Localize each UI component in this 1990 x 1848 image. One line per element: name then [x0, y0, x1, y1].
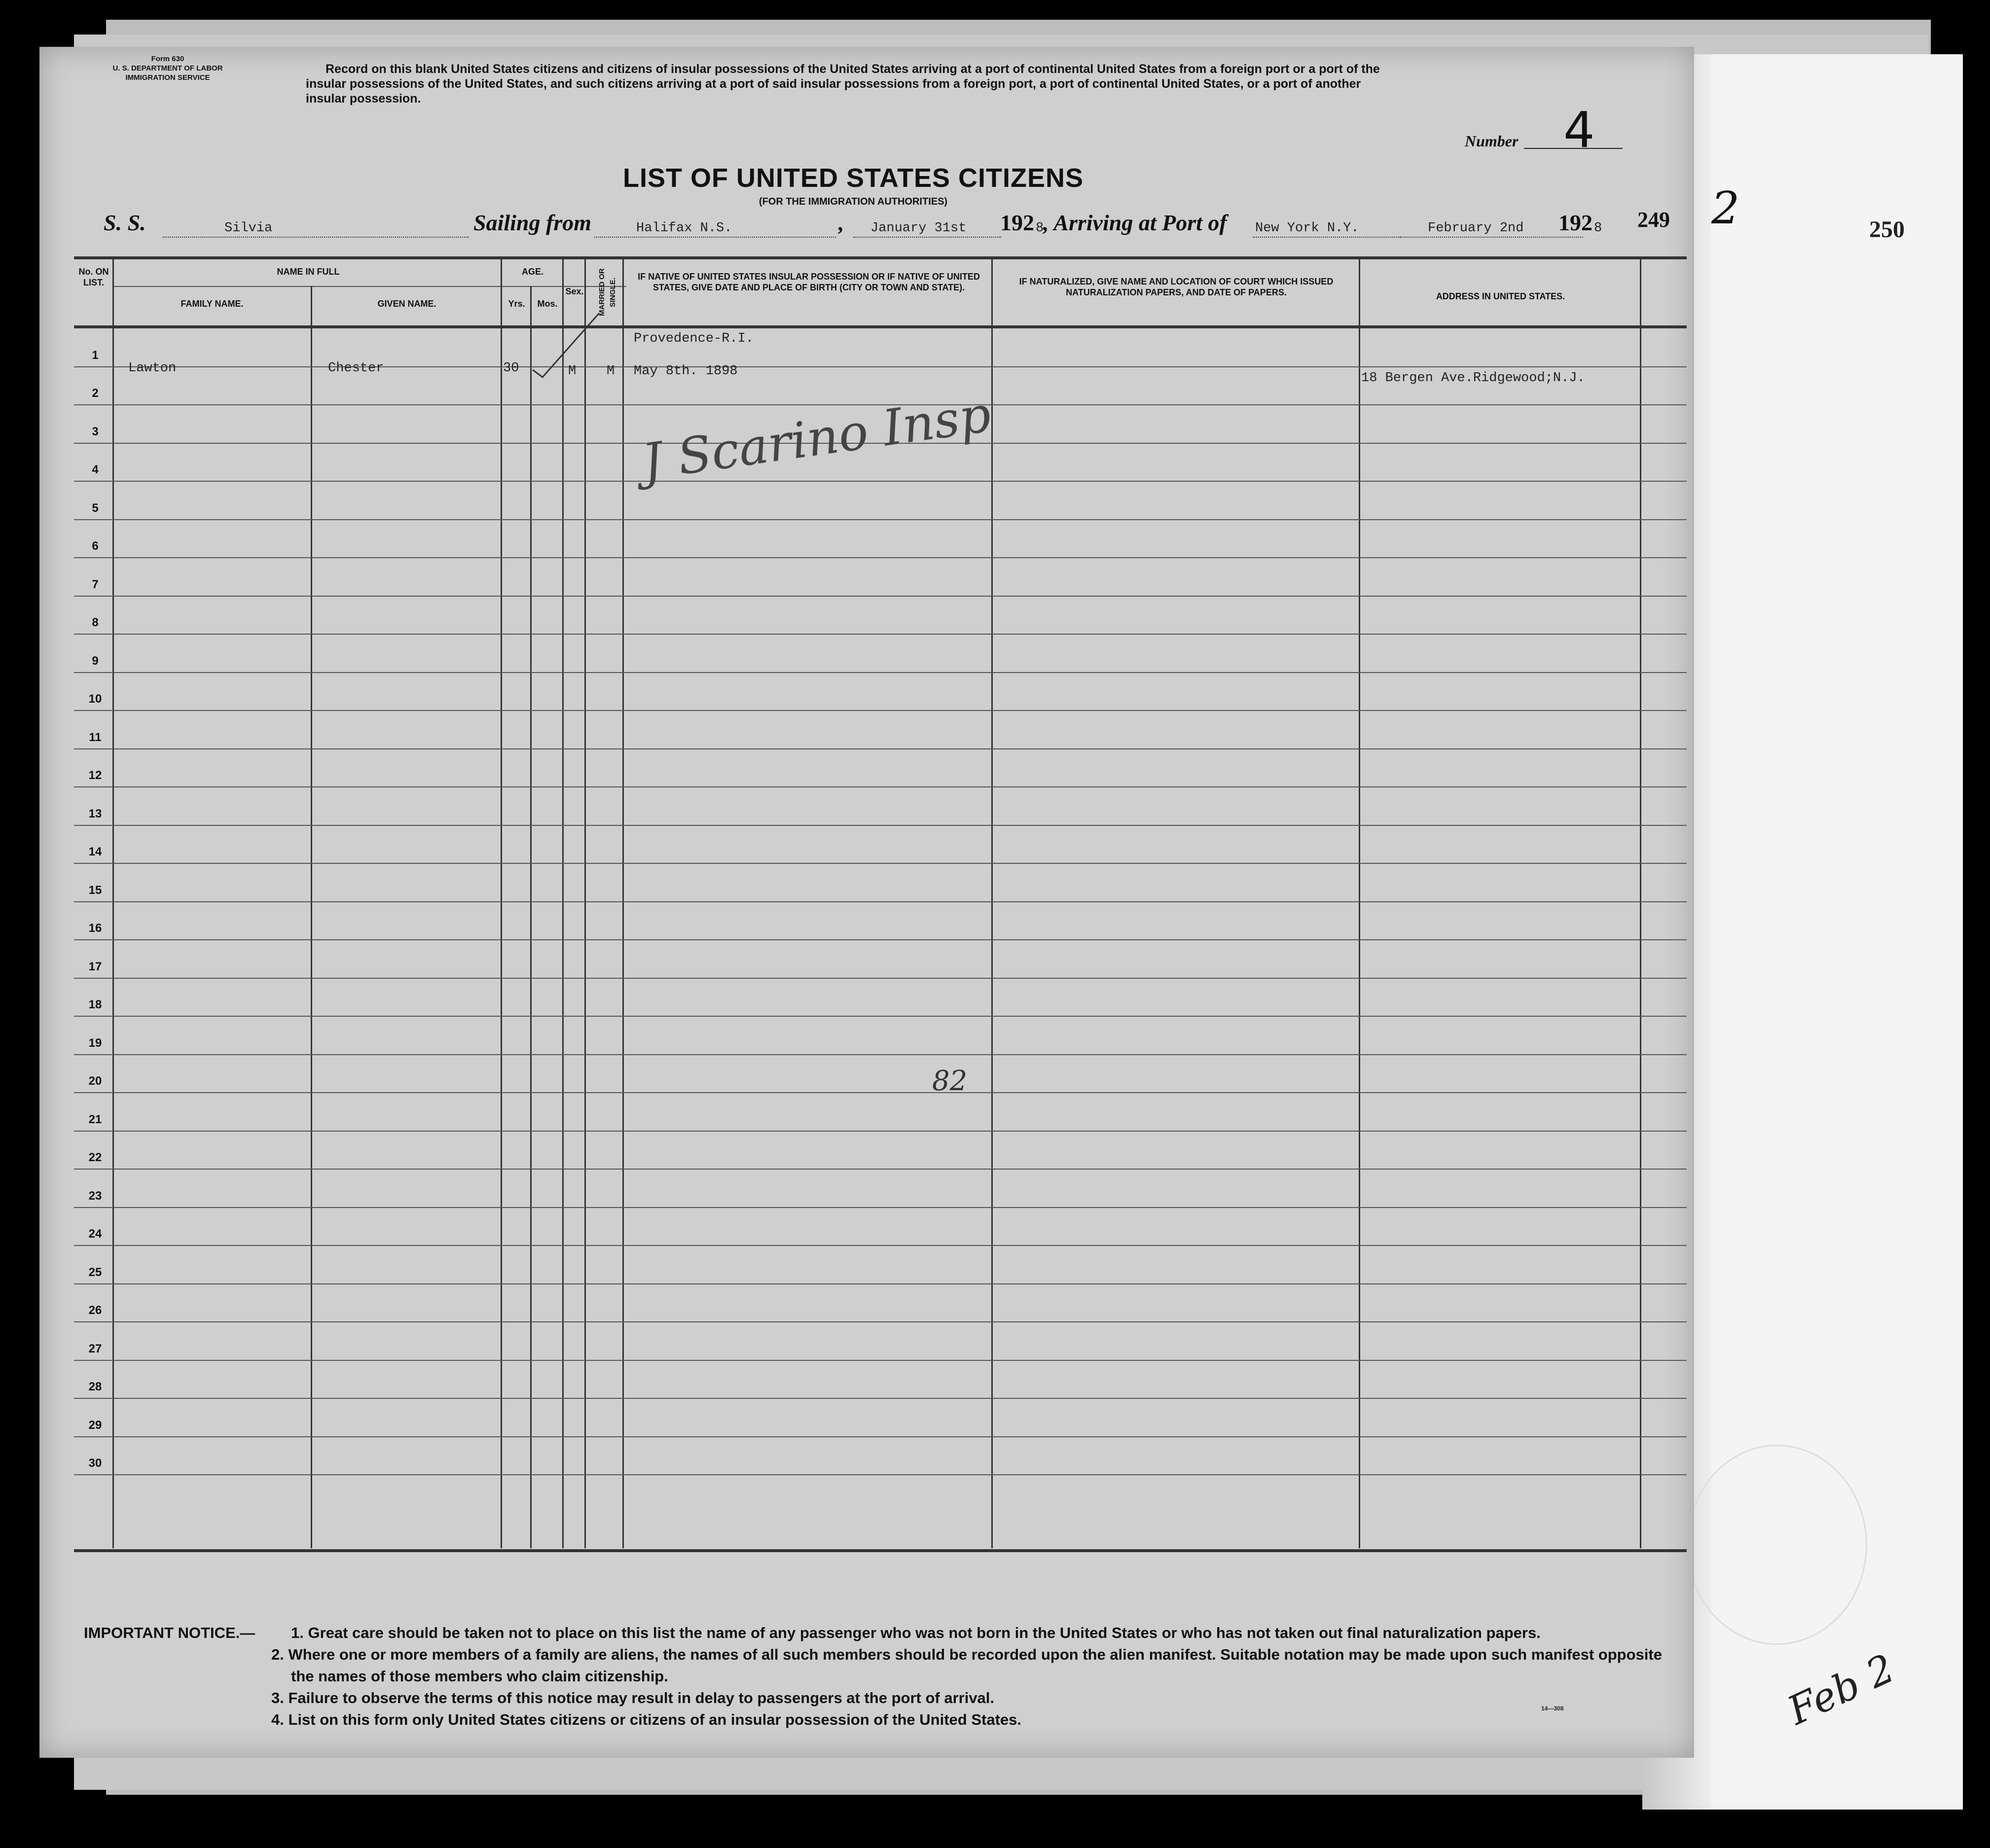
depart-date: January 31st — [870, 221, 967, 236]
header-mos: Mos. — [537, 299, 558, 309]
from-port: Halifax N.S. — [636, 221, 732, 236]
row-number: 8 — [92, 616, 99, 629]
row-number: 25 — [88, 1265, 102, 1279]
service: IMMIGRATION SERVICE — [125, 73, 210, 82]
row-line — [74, 1474, 1687, 1475]
header-given-name: GIVEN NAME. — [377, 299, 436, 309]
depart-year-prefix: 192 — [1000, 210, 1034, 235]
row-number: 23 — [88, 1189, 102, 1203]
form-instructions: Record on this blank United States citizens and citizens of insular possessions of the United States arriving at a port of continental United States from a foreign port or a port of the insular possessions of the United States, and such citizens arriving at a port of said insular possessions from a foreign port, a port of continental United States, or a port of another insular possession. — [306, 62, 1380, 106]
row-line — [74, 1207, 1687, 1208]
row-number: 17 — [88, 960, 102, 973]
row-number: 6 — [92, 539, 99, 553]
date-fill-line — [853, 237, 1001, 238]
header-bottom-border — [74, 325, 1687, 328]
row-line — [74, 1016, 1687, 1017]
row-number: 20 — [88, 1074, 102, 1088]
row-line — [74, 748, 1687, 749]
row-number: 29 — [88, 1418, 102, 1432]
notice-item: 1. Great care should be taken not to place on this list the name of any passenger who was not born in the United States or who has not taken out final naturalization papers. — [291, 1624, 1541, 1641]
row-line — [74, 825, 1687, 826]
row-line — [74, 1360, 1687, 1361]
row-number: 24 — [88, 1227, 102, 1241]
notice-item: 2. Where one or more members of a family are aliens, the names of all such members should be recorded upon the alien manifest. Suitable notation may be made upon such manifest opposite the names of those members who claim citizenship. — [271, 1646, 1662, 1685]
row-number: 19 — [88, 1036, 102, 1050]
form-id — [44, 54, 291, 82]
col-divider — [584, 256, 586, 1548]
row-line — [74, 596, 1687, 597]
row-line — [74, 1398, 1687, 1399]
row-number: 15 — [88, 883, 102, 897]
col-divider — [1640, 256, 1641, 1548]
entry-address: 18 Bergen Ave.Ridgewood;N.J. — [1361, 371, 1585, 386]
row-number: 4 — [92, 463, 99, 476]
col-divider — [991, 256, 993, 1548]
row-line — [74, 939, 1687, 940]
number-label: Number — [1465, 132, 1519, 150]
entry-sex: M — [568, 364, 577, 379]
important-notice — [84, 1622, 1662, 1731]
entry-given-name: Chester — [328, 361, 384, 376]
row-line — [74, 1283, 1687, 1284]
row-line — [74, 863, 1687, 864]
header-name-in-full: NAME IN FULL — [277, 267, 340, 277]
row-line — [74, 519, 1687, 520]
row-number: 7 — [92, 577, 99, 591]
row-number: 21 — [88, 1112, 102, 1126]
form-code: 14—308 — [1541, 1705, 1564, 1712]
row-number: 14 — [88, 845, 102, 858]
table-bottom-border — [74, 1549, 1687, 1552]
row-line — [74, 1321, 1687, 1322]
margin-mark: 2 — [1711, 182, 1740, 234]
row-number: 18 — [88, 998, 102, 1011]
entry-birth-place: Provedence-R.I. — [634, 331, 754, 346]
row-line — [74, 481, 1687, 482]
margin-circle — [1687, 1445, 1867, 1645]
row-number: 13 — [88, 807, 102, 820]
notice-item: 3. Failure to observe the terms of this notice may result in delay to passengers at the port of arrival. — [271, 1689, 995, 1706]
row-line — [74, 557, 1687, 558]
row-line — [74, 710, 1687, 711]
header-married: MARRIED OR SINGLE. — [598, 268, 617, 316]
arrive-date-fill-line — [1401, 237, 1583, 238]
col-divider — [530, 286, 532, 1548]
ss-label: S. S. — [104, 210, 146, 235]
row-number: 30 — [88, 1457, 102, 1470]
header-address: ADDRESS IN UNITED STATES. — [1436, 291, 1565, 301]
row-number: 5 — [92, 501, 99, 515]
row-line — [74, 1245, 1687, 1246]
inspector-signature: J Scarino Insp — [639, 385, 995, 491]
page-number: 249 — [1637, 208, 1670, 232]
row-line — [74, 672, 1687, 673]
table-top-border — [74, 256, 1687, 259]
row-number: 10 — [88, 692, 102, 706]
depart-year: 8 — [1036, 221, 1044, 236]
col-divider — [1359, 256, 1360, 1548]
row-line — [74, 634, 1687, 635]
row-number: 3 — [92, 425, 99, 438]
entry-birth-date: May 8th. 1898 — [634, 364, 738, 379]
col-divider — [112, 256, 114, 1548]
sailing-label: Sailing from — [473, 210, 592, 235]
row-number: 16 — [88, 922, 102, 935]
header-yrs: Yrs. — [508, 299, 525, 309]
arriving-label: , Arriving at Port of — [1043, 210, 1227, 235]
header-native: IF NATIVE OF UNITED STATES INSULAR POSSESSION OR IF NATIVE OF UNITED STATES, GIVE DATE AND PLACE OF BIRTH (CITY OR TOWN AND STATE). — [638, 272, 980, 292]
form-number: Form 630 — [151, 55, 184, 63]
col-divider — [311, 286, 312, 1548]
row-line — [74, 1092, 1687, 1093]
arrive-year: 8 — [1594, 221, 1602, 236]
row-number: 1 — [92, 348, 99, 362]
entry-age: 30 — [503, 361, 519, 376]
entry-family-name: Lawton — [128, 361, 177, 376]
notice-item: 4. List on this form only United States citizens or citizens of an insular possession of the United States. — [271, 1711, 1021, 1728]
notice-heading: IMPORTANT NOTICE.— — [84, 1624, 255, 1641]
page-title: LIST OF UNITED STATES CITIZENS — [623, 163, 1084, 193]
header-family-name: FAMILY NAME. — [181, 299, 244, 309]
header-age: AGE. — [521, 267, 543, 277]
row-line — [74, 1436, 1687, 1437]
col-divider — [622, 256, 624, 1548]
arrive-year-prefix: 192 — [1558, 210, 1592, 235]
col-divider — [562, 256, 564, 1548]
row-line — [74, 978, 1687, 979]
margin-note: Feb 2 — [1780, 1645, 1902, 1734]
header-no: No. ON LIST. — [78, 267, 109, 287]
row-number: 27 — [88, 1342, 102, 1355]
ship-fill-line — [163, 237, 469, 238]
row-line — [74, 901, 1687, 902]
row-number: 28 — [88, 1380, 102, 1393]
row-number: 2 — [92, 387, 99, 400]
department: U. S. DEPARTMENT OF LABOR — [112, 64, 223, 72]
row-line — [74, 1131, 1687, 1132]
header-sex: Sex. — [565, 286, 584, 296]
arrive-port: New York N.Y. — [1255, 221, 1359, 236]
row-line — [74, 1054, 1687, 1055]
adjacent-page-number: 250 — [1869, 216, 1905, 243]
header-subdivider — [113, 286, 626, 287]
page-subtitle: (FOR THE IMMIGRATION AUTHORITIES) — [759, 196, 948, 207]
col-divider — [501, 256, 502, 1548]
ship-name: Silvia — [224, 221, 273, 236]
row-number: 12 — [88, 769, 102, 782]
number-value: 4 — [1563, 101, 1595, 159]
row-line — [74, 1169, 1687, 1170]
header-naturalized: IF NATURALIZED, GIVE NAME AND LOCATION OF COURT WHICH ISSUED NATURALIZATION PAPERS, AND DATE OF PAPERS. — [1019, 277, 1334, 297]
stamp-number: 82 — [932, 1065, 968, 1097]
row-number: 11 — [89, 730, 102, 744]
row-line — [74, 366, 1687, 367]
row-number: 9 — [92, 654, 99, 668]
check-mark — [530, 311, 604, 380]
row-number: 26 — [88, 1304, 102, 1317]
arrive-date: February 2nd — [1428, 221, 1524, 236]
row-number: 22 — [88, 1151, 102, 1164]
row-line — [74, 786, 1687, 787]
comma: , — [838, 210, 844, 235]
from-fill-line — [594, 237, 836, 238]
entry-married: M — [607, 364, 615, 379]
port-fill-line — [1253, 237, 1401, 238]
